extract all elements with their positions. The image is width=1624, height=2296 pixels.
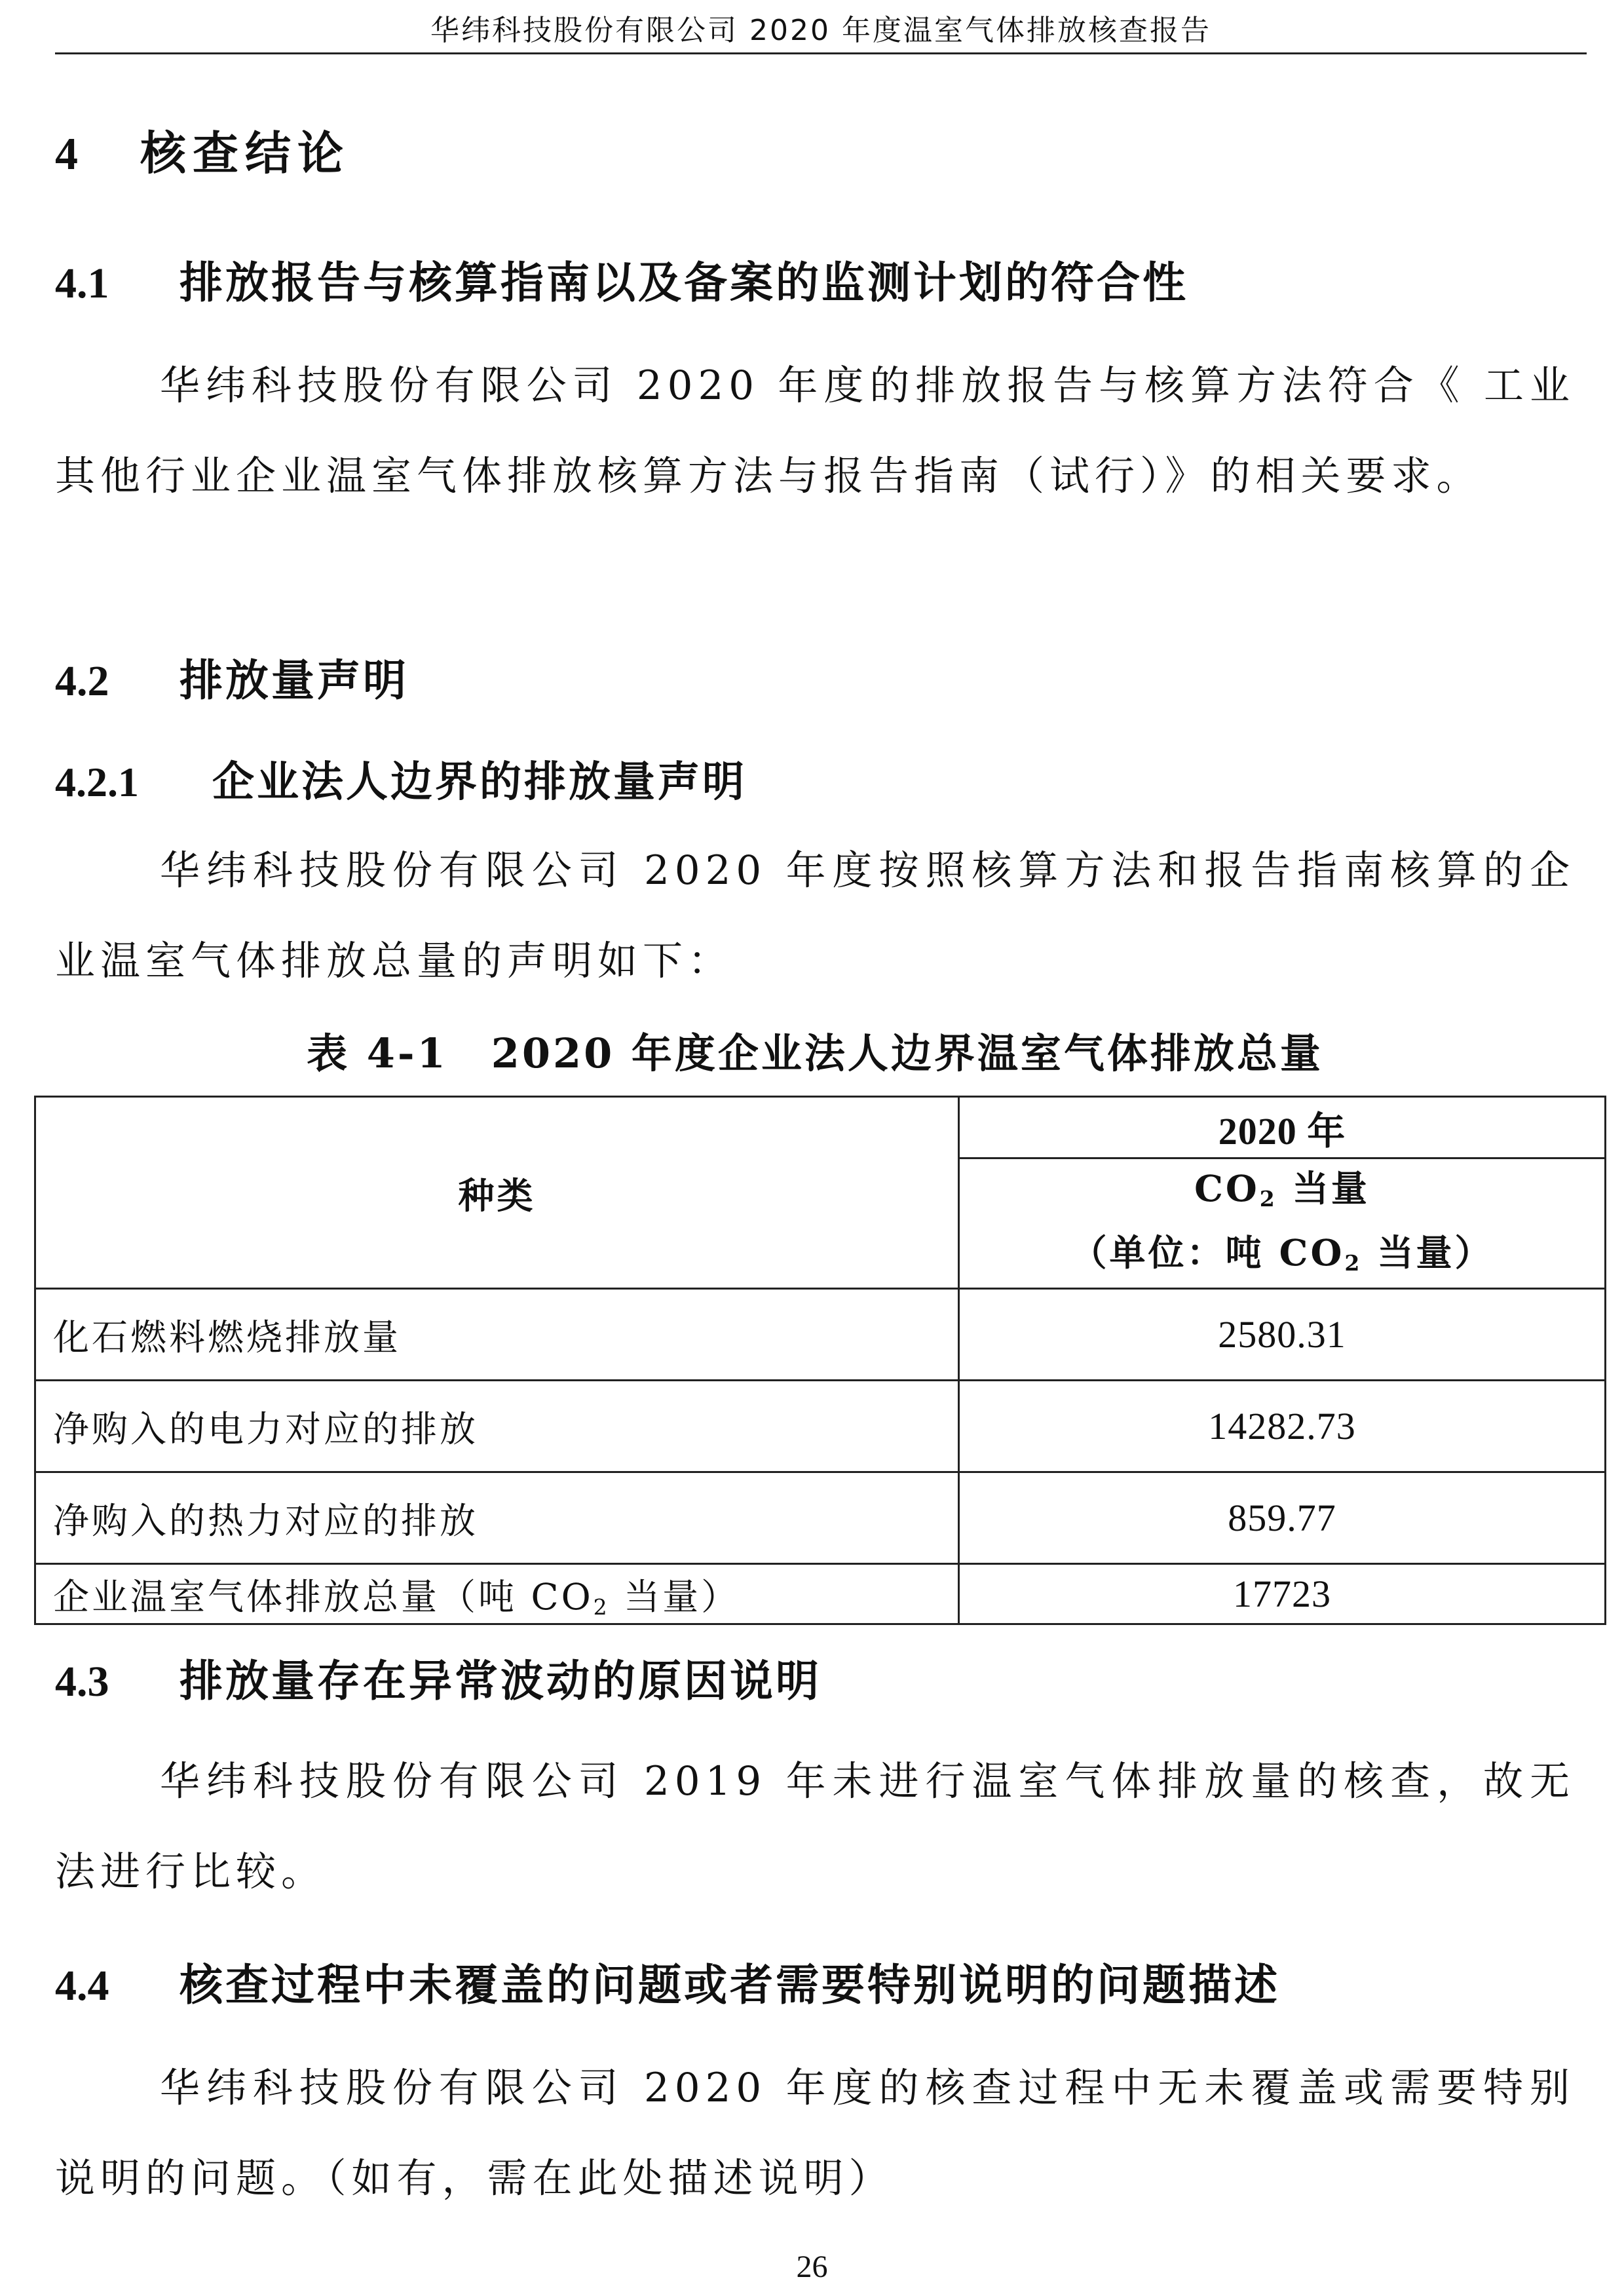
section-number: 4	[55, 129, 78, 180]
page-number: 26	[796, 2249, 828, 2284]
table-row	[35, 1472, 1606, 1564]
table-row-total	[35, 1564, 1606, 1624]
table-row	[35, 1381, 1606, 1472]
row-label: 净购入的热力对应的排放	[35, 1472, 959, 1564]
section-title: 核查结论	[140, 126, 350, 180]
paragraph-4-2-1: 华纬科技股份有限公司 2020 年度按照核算方法和报告指南核算的企业温室气体排放总量的声明如下：	[55, 847, 1575, 984]
section-title: 企业法人边界的排放量声明	[212, 757, 747, 807]
section-number: 4.3	[55, 1658, 109, 1706]
heading-section-4-2	[55, 645, 409, 708]
section-number: 4.2	[55, 657, 109, 705]
table-row	[35, 1289, 1606, 1381]
paragraph-4-4: 华纬科技股份有限公司 2020 年度的核查过程中无未覆盖或需要特别说明的问题。（如有，需在此处描述说明）	[55, 2065, 1575, 2202]
table-header-category	[35, 1097, 959, 1289]
row-value: 2580.31	[959, 1289, 1606, 1381]
heading-section-4-4	[55, 1950, 1280, 2012]
section-number: 4.1	[55, 259, 109, 307]
heading-section-4	[55, 117, 350, 183]
header-category-label: 种类	[458, 1174, 536, 1217]
row-label: 化石燃料燃烧排放量	[35, 1289, 959, 1381]
paragraph-4-1: 华纬科技股份有限公司 2020 年度的排放报告与核算方法符合《 工业其他行业企业温室气体排放核算方法与报告指南（试行）》的相关要求。	[55, 362, 1575, 499]
table-header-year	[959, 1097, 1606, 1158]
section-number: 4.4	[55, 1962, 109, 2010]
section-title: 排放报告与核算指南以及备案的监测计划的符合性	[179, 257, 1188, 308]
row-value: 14282.73	[959, 1381, 1606, 1472]
section-title: 核查过程中未覆盖的问题或者需要特别说明的问题描述	[179, 1959, 1280, 2010]
row-value: 859.77	[959, 1472, 1606, 1564]
table-header-unit	[959, 1158, 1606, 1289]
header-unit-line1: $CO_2$ 当量	[1194, 1167, 1370, 1212]
heading-section-4-2-1	[55, 748, 747, 809]
heading-section-4-3	[55, 1646, 821, 1708]
row-label: 企业温室气体排放总量（吨 $CO_2$ 当量）	[35, 1564, 959, 1624]
running-header-title: 华纬科技股份有限公司 2020 年度温室气体排放核查报告	[430, 14, 1211, 47]
row-value: 17723	[959, 1564, 1606, 1624]
heading-section-4-1	[55, 248, 1188, 310]
paragraph-4-3: 华纬科技股份有限公司 2019 年未进行温室气体排放量的核查，故无法进行比较。	[55, 1758, 1575, 1895]
running-header	[55, 9, 1587, 54]
emissions-table	[34, 1096, 1606, 1625]
table-caption: 表 4-1 2020 年度企业法人边界温室气体排放总量	[307, 1029, 1323, 1077]
header-year-label: 2020 年	[1218, 1109, 1346, 1153]
section-title: 排放量存在异常波动的原因说明	[179, 1655, 821, 1706]
section-number: 4.2.1	[55, 759, 139, 805]
section-title: 排放量声明	[179, 655, 409, 706]
header-unit-line2: （单位：吨 $CO_2$ 当量）	[1070, 1231, 1494, 1276]
row-label: 净购入的电力对应的排放	[35, 1381, 959, 1472]
